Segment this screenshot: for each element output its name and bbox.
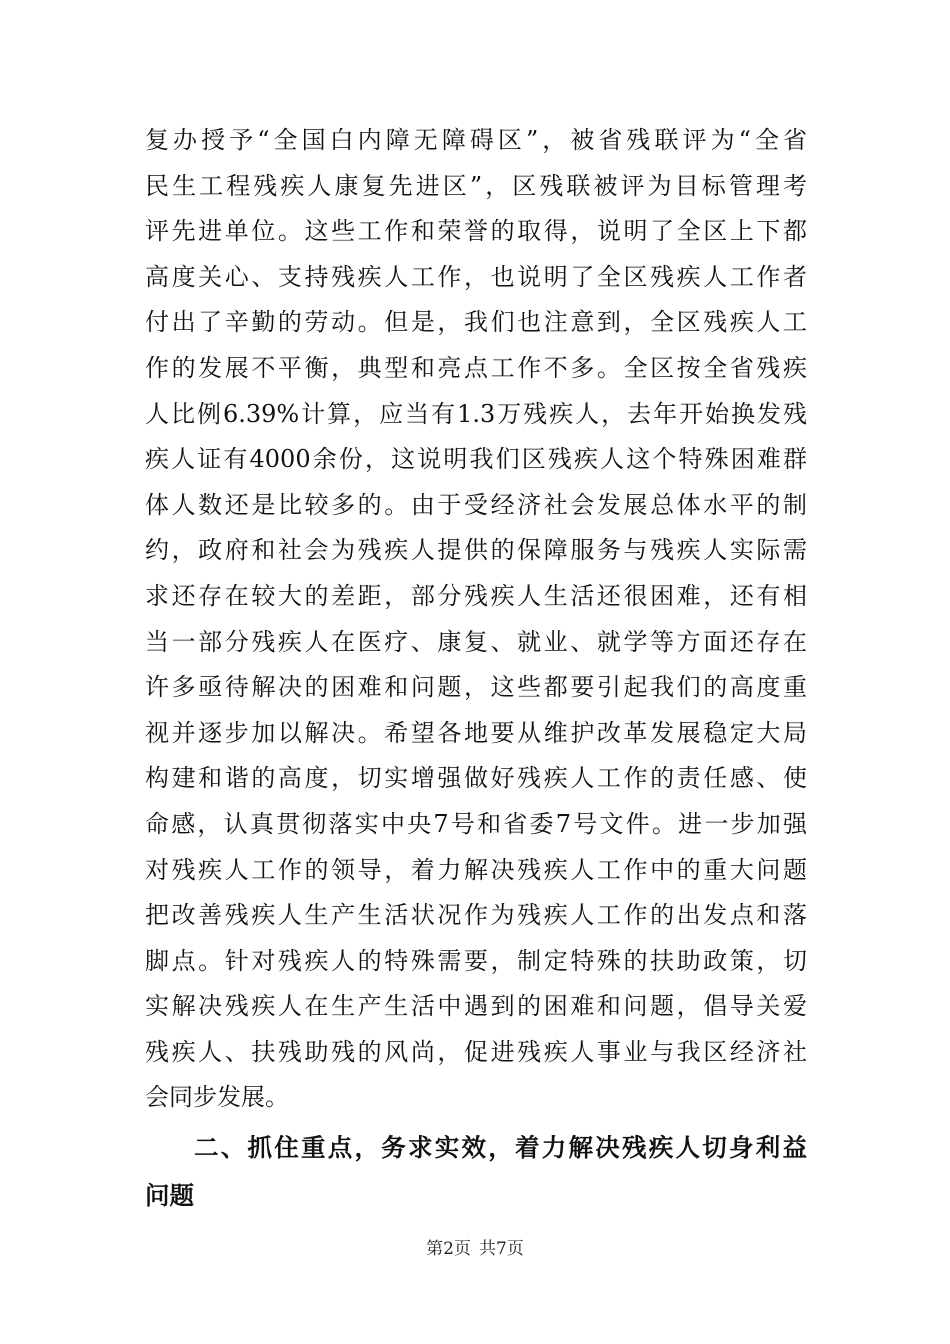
- paragraph-line: 高度关心、支持残疾人工作，也说明了全区残疾人工作者: [145, 262, 807, 291]
- paragraph-line: 脚点。针对残疾人的特殊需要，制定特殊的扶助政策，切: [145, 946, 807, 975]
- section-heading-line: 问题: [145, 1181, 194, 1210]
- paragraph-line: 约，政府和社会为残疾人提供的保障服务与残疾人实际需: [145, 536, 807, 565]
- page-footer: [0, 1238, 950, 1260]
- paragraph-line: 对残疾人工作的领导，着力解决残疾人工作中的重大问题: [145, 855, 807, 884]
- paragraph-line: 残疾人、扶残助残的风尚，促进残疾人事业与我区经济社: [145, 1037, 807, 1066]
- paragraph-line: 民生工程残疾人康复先进区”，区残联被评为目标管理考: [145, 171, 807, 200]
- paragraph-line: 会同步发展。: [145, 1083, 289, 1112]
- paragraph-line: 命感，认真贯彻落实中央7号和省委7号文件。进一步加强: [145, 809, 807, 838]
- paragraph-line: 体人数还是比较多的。由于受经济社会发展总体水平的制: [145, 490, 807, 519]
- section-heading-line: 二、抓住重点，务求实效，着力解决残疾人切身利益: [194, 1133, 807, 1162]
- paragraph-line: 疾人证有4000余份，这说明我们区残疾人这个特殊困难群: [145, 445, 807, 474]
- body-paragraph: [145, 118, 807, 1121]
- page-total: 共7页: [479, 1239, 524, 1259]
- page-number: 第2页: [426, 1239, 471, 1259]
- paragraph-line: 评先进单位。这些工作和荣誉的取得，说明了全区上下都: [145, 217, 807, 246]
- paragraph-line: 许多亟待解决的困难和问题，这些都要引起我们的高度重: [145, 673, 807, 702]
- section-heading: [145, 1124, 807, 1220]
- paragraph-line: 复办授予“全国白内障无障碍区”，被省残联评为“全省: [145, 126, 807, 154]
- paragraph-line: 作的发展不平衡，典型和亮点工作不多。全区按全省残疾: [145, 353, 807, 382]
- paragraph-line: 构建和谐的高度，切实增强做好残疾人工作的责任感、使: [145, 764, 807, 793]
- paragraph-line: 付出了辛勤的劳动。但是，我们也注意到，全区残疾人工: [145, 308, 807, 337]
- paragraph-line: 视并逐步加以解决。希望各地要从维护改革发展稳定大局: [145, 718, 807, 747]
- paragraph-line: 实解决残疾人在生产生活中遇到的困难和问题，倡导关爱: [145, 992, 807, 1021]
- paragraph-line: 当一部分残疾人在医疗、康复、就业、就学等方面还存在: [145, 627, 807, 656]
- paragraph-line: 把改善残疾人生产生活状况作为残疾人工作的出发点和落: [145, 901, 807, 930]
- paragraph-line: 人比例6.39%计算，应当有1.3万残疾人，去年开始换发残: [145, 399, 807, 428]
- paragraph-line: 求还存在较大的差距，部分残疾人生活还很困难，还有相: [145, 581, 807, 610]
